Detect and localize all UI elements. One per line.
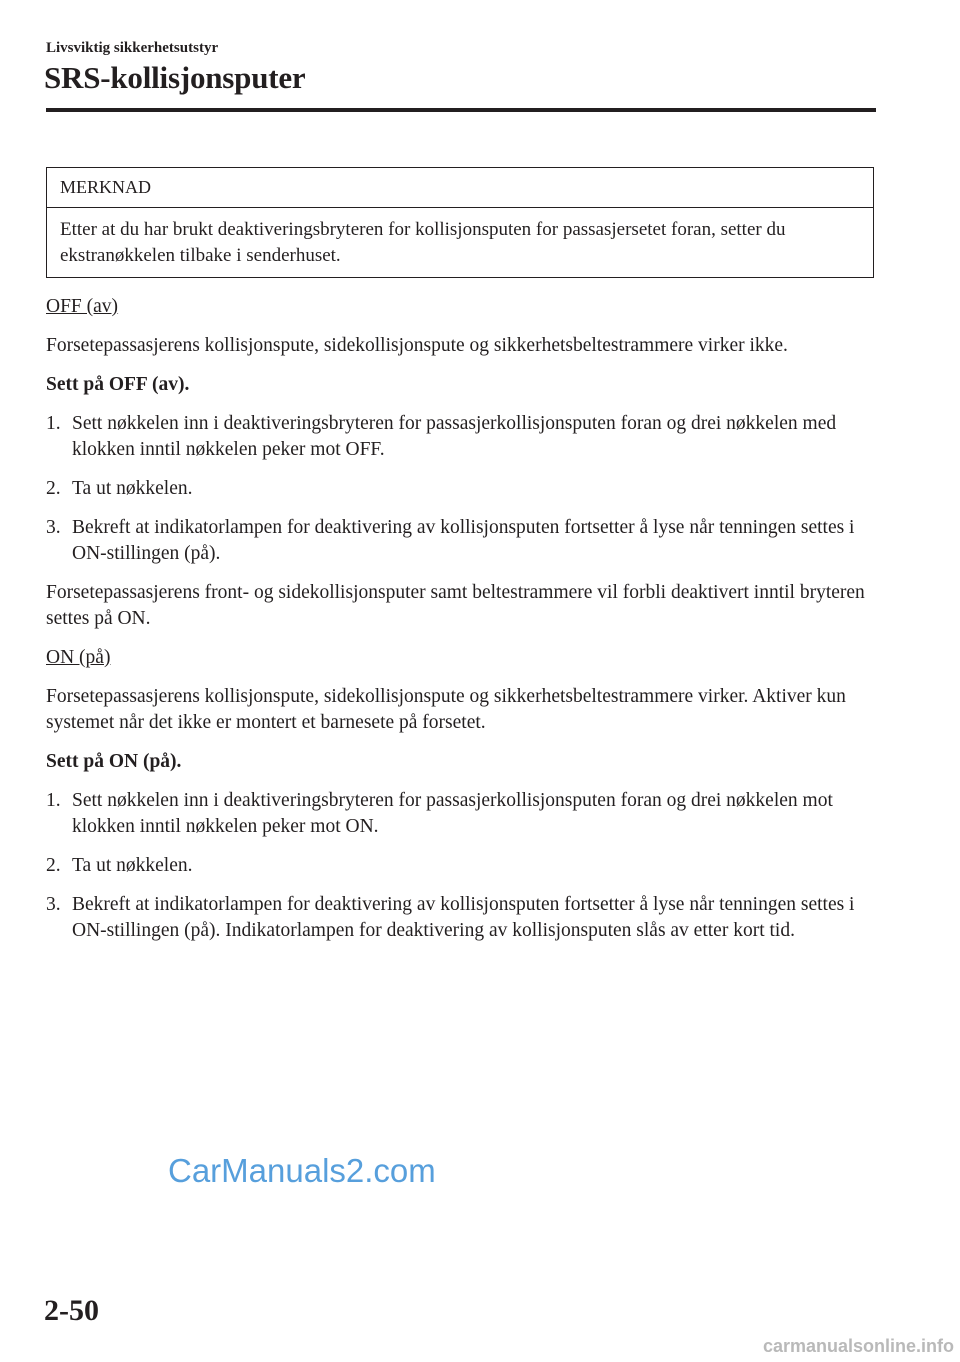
- section-label: Livsviktig sikkerhetsutstyr: [46, 40, 219, 56]
- page-number: 2-50: [44, 1294, 99, 1327]
- step-text: Bekreft at indikatorlampen for deaktivering av kollisjonsputen fortsetter å lyse når tenningen settes i ON-stillingen (på).: [72, 517, 855, 564]
- on-step-3: [46, 892, 876, 944]
- off-heading: OFF (av): [46, 296, 119, 317]
- footer-watermark: carmanualsonline.info: [762, 1336, 954, 1356]
- step-number: 2.: [46, 478, 61, 499]
- on-heading: ON (på): [46, 647, 111, 668]
- off-procedure-title: Sett på OFF (av).: [46, 374, 190, 395]
- title-rule: [46, 108, 876, 112]
- main-content: [46, 294, 876, 957]
- note-box: [46, 167, 874, 278]
- on-procedure-title: Sett på ON (på).: [46, 751, 182, 772]
- on-step-1: [46, 788, 876, 840]
- step-number: 1.: [46, 790, 61, 811]
- step-text: Bekreft at indikatorlampen for deaktivering av kollisjonsputen fortsetter å lyse når tenningen settes i ON-stillingen (på). Indikatorlampen for deaktivering av kollisjonsputen slås av etter kort tid.: [72, 894, 855, 941]
- off-step-1: [46, 411, 876, 463]
- step-number: 2.: [46, 855, 61, 876]
- note-heading: MERKNAD: [47, 168, 873, 208]
- step-number: 3.: [46, 517, 61, 538]
- off-description: Forsetepassasjerens kollisjonspute, sidekollisjonspute og sikkerhetsbeltestrammere virker ikke.: [46, 335, 788, 356]
- step-number: 1.: [46, 413, 61, 434]
- on-step-2: [46, 853, 876, 879]
- page-title: SRS-kollisjonsputer: [44, 60, 306, 95]
- on-description: Forsetepassasjerens kollisjonspute, sidekollisjonspute og sikkerhetsbeltestrammere virker. Aktiver kun systemet når det ikke er montert et barnesete på forsetet.: [46, 686, 846, 733]
- step-text: Sett nøkkelen inn i deaktiveringsbryteren for passasjerkollisjonsputen foran og drei nøkkelen med klokken inntil nøkkelen peker mot OFF.: [72, 413, 837, 460]
- step-text: Ta ut nøkkelen.: [72, 478, 193, 499]
- step-text: Ta ut nøkkelen.: [72, 855, 193, 876]
- watermark-logo: CarManuals2.com: [168, 1152, 436, 1189]
- note-text: Etter at du har brukt deaktiveringsbryteren for kollisjonsputen for passasjersetet foran, setter du ekstranøkkelen tilbake i senderhuset.: [60, 219, 786, 266]
- step-number: 3.: [46, 894, 61, 915]
- step-text: Sett nøkkelen inn i deaktiveringsbryteren for passasjerkollisjonsputen foran og drei nøkkelen mot klokken inntil nøkkelen peker mot ON.: [72, 790, 833, 837]
- off-result: Forsetepassasjerens front- og sidekollisjonsputer samt beltestrammere vil forbli deaktivert inntil bryteren settes på ON.: [46, 582, 865, 629]
- off-step-2: [46, 476, 876, 502]
- off-step-3: [46, 515, 876, 567]
